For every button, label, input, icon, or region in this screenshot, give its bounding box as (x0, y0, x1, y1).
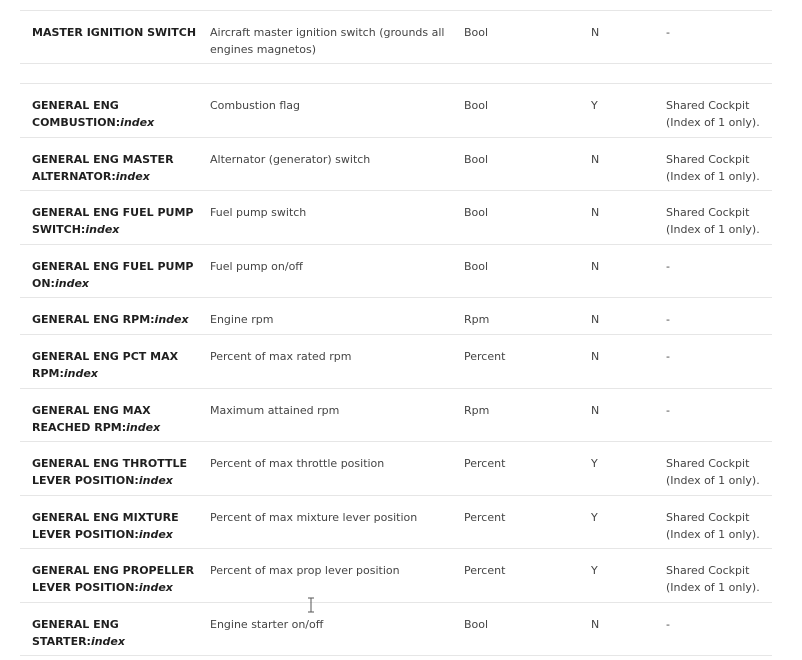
simvar-name: GENERAL ENG MAX REACHED RPM:index (32, 404, 161, 434)
simvar-units: Bool (464, 260, 489, 273)
simvar-settable: Y (591, 99, 598, 112)
simvar-description: Aircraft master ignition switch (grounds all engines magnetos) (210, 26, 445, 56)
simvar-settable: Y (591, 457, 598, 470)
simvar-description: Percent of max rated rpm (210, 350, 352, 363)
table-row (20, 191, 772, 245)
simvar-name: GENERAL ENG THROTTLE LEVER POSITION:index (32, 457, 187, 487)
simvar-units: Percent (464, 564, 506, 577)
simvar-units: Bool (464, 206, 489, 219)
simvar-multiplayer: - (666, 26, 670, 39)
simvar-description: Maximum attained rpm (210, 404, 340, 417)
simvar-name: GENERAL ENG PROPELLER LEVER POSITION:index (32, 564, 195, 594)
simvar-settable: N (591, 153, 600, 166)
simvar-description: Fuel pump on/off (210, 260, 303, 273)
simvar-multiplayer: Shared Cockpit (Index of 1 only). (666, 206, 760, 236)
simvar-units: Percent (464, 457, 506, 470)
simvar-description: Combustion flag (210, 99, 301, 112)
simvar-settable: N (591, 404, 600, 417)
simvar-settable: N (591, 618, 600, 631)
simvar-name: MASTER IGNITION SWITCH (32, 26, 197, 39)
simvar-units: Rpm (464, 404, 490, 417)
simvar-name: GENERAL ENG MASTER ALTERNATOR:index (32, 153, 174, 183)
table-row (20, 496, 772, 549)
table-row (20, 442, 772, 496)
simvar-units: Bool (464, 153, 489, 166)
simvar-settable: N (591, 26, 600, 39)
simvar-units: Bool (464, 99, 489, 112)
simvar-description: Percent of max prop lever position (210, 564, 400, 577)
table-row (20, 138, 772, 191)
simvar-name: GENERAL ENG STARTER:index (32, 618, 125, 648)
simvar-description: Percent of max throttle position (210, 457, 385, 470)
simvar-description: Alternator (generator) switch (210, 153, 371, 166)
simvar-multiplayer: Shared Cockpit (Index of 1 only). (666, 511, 760, 541)
simvar-description: Engine rpm (210, 313, 274, 326)
simvar-description: Percent of max mixture lever position (210, 511, 418, 524)
simvar-multiplayer: Shared Cockpit (Index of 1 only). (666, 153, 760, 183)
simvar-multiplayer: - (666, 350, 670, 363)
simvar-multiplayer: Shared Cockpit (Index of 1 only). (666, 457, 760, 487)
simvar-name: GENERAL ENG RPM:index (32, 313, 189, 326)
simvar-settable: N (591, 350, 600, 363)
simvar-multiplayer: - (666, 404, 670, 417)
simvar-description: Fuel pump switch (210, 206, 307, 219)
simvar-description: Engine starter on/off (210, 618, 324, 631)
table-row (20, 298, 772, 335)
table-row (20, 335, 772, 389)
table-row (20, 549, 772, 603)
simvar-multiplayer: Shared Cockpit (Index of 1 only). (666, 564, 760, 594)
simvar-multiplayer: - (666, 618, 670, 631)
table-row (20, 84, 772, 138)
simvar-name: GENERAL ENG MIXTURE LEVER POSITION:index (32, 511, 179, 541)
table-row (20, 603, 772, 656)
simvar-units: Rpm (464, 313, 490, 326)
simvar-units: Bool (464, 26, 489, 39)
simvar-name: GENERAL ENG PCT MAX RPM:index (32, 350, 179, 380)
table-row (20, 11, 772, 64)
text-cursor-icon (306, 597, 316, 613)
simvar-settable: N (591, 260, 600, 273)
simvar-units: Percent (464, 511, 506, 524)
simvar-units: Bool (464, 618, 489, 631)
simvar-multiplayer: - (666, 260, 670, 273)
simvar-settable: N (591, 313, 600, 326)
table-row (20, 245, 772, 298)
simvar-units: Percent (464, 350, 506, 363)
table-row (20, 389, 772, 442)
simvar-settable: Y (591, 511, 598, 524)
simvar-multiplayer: - (666, 313, 670, 326)
simvar-settable: N (591, 206, 600, 219)
simvar-name: GENERAL ENG COMBUSTION:index (32, 99, 155, 129)
simvar-settable: Y (591, 564, 598, 577)
table-row-empty (20, 64, 772, 84)
simvar-name: GENERAL ENG FUEL PUMP SWITCH:index (32, 206, 194, 236)
simvar-multiplayer: Shared Cockpit (Index of 1 only). (666, 99, 760, 129)
simvars-table (20, 0, 772, 656)
simvar-name: GENERAL ENG FUEL PUMP ON:index (32, 260, 194, 290)
